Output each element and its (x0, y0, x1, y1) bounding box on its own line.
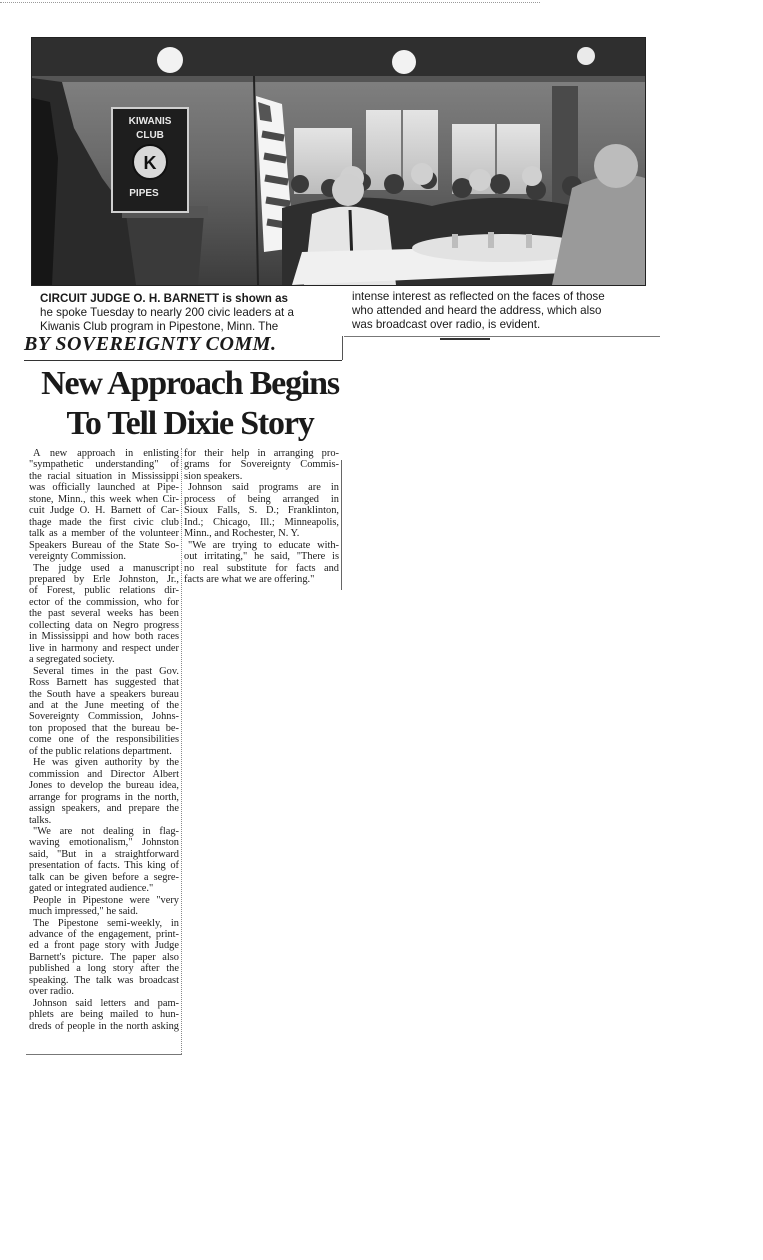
article-line: process of being arranged in (184, 493, 339, 505)
article-line: over radio. (29, 986, 75, 998)
article-line: assign speakers, and prepare the (29, 803, 179, 815)
article-line: was officially launched at Pipe- (29, 482, 179, 494)
clipping-top-edge (0, 2, 540, 3)
article-line: come one of the responsibilities (29, 734, 179, 746)
article-line: Several times in the past Gov. (33, 665, 179, 677)
banner-text-pipes: PIPES (129, 188, 159, 199)
article-line: facts are what we are offering." (184, 573, 315, 585)
article-line: waving emotionalism," Johnston (29, 837, 179, 849)
kiwanis-meeting-photo (31, 37, 646, 286)
caption-line: Kiwanis Club program in Pipestone, Minn. The (40, 320, 279, 333)
emblem-letter: K (143, 153, 157, 173)
article-line: Jones to develop the bureau idea, (29, 780, 179, 792)
article-line: Sioux Falls, S. D.; Franklinton, (184, 505, 339, 517)
kicker-line: BY SOVEREIGNTY COMM. (24, 333, 342, 361)
article-line: Minn., and Rochester, N. Y. (184, 528, 300, 540)
article-line: arrange for programs in the north, (29, 791, 179, 803)
article-line: Ross Barnett has suggested that (29, 677, 179, 689)
article-line: the racial situation in Mississippi (29, 470, 179, 482)
article-line: and at the June meeting of the (29, 699, 179, 711)
article-line: "sympathetic understanding" of (29, 459, 179, 471)
article-line: He was given authority by the (33, 757, 179, 769)
article-line: dreds of people in the north asking (29, 1020, 179, 1032)
headline-line: New Approach Begins (41, 365, 339, 402)
article-line: in Mississippi and how both races (29, 631, 179, 643)
article-line: phlets are being mailed to hun- (29, 1009, 179, 1021)
caption-line: he spoke Tuesday to nearly 200 civic leaders at a (40, 306, 294, 319)
article-line: The judge used a manuscript (33, 562, 179, 574)
article-line: presentation of facts. This king of (29, 860, 179, 872)
article-line: Barnett's picture. The paper also (29, 951, 179, 963)
column-separator (181, 448, 182, 1054)
article-line: talk as a member of the volunteer (29, 528, 179, 540)
caption-line: intense interest as reflected on the faces of those (352, 290, 605, 303)
caption-line: was broadcast over radio, is evident. (352, 318, 541, 331)
article-line: The Pipestone semi-weekly, in (33, 917, 179, 929)
article-line: published a long story after the (29, 963, 179, 975)
article-line: stone, Minn., this week when Cir- (29, 493, 179, 505)
article-line: thage made the first civic club (29, 516, 179, 528)
photo-caption-left (40, 292, 330, 334)
article-column-2 (184, 448, 339, 585)
article-line: Speakers Bureau of the State So- (29, 539, 179, 551)
article-line: vereignty Commission. (29, 551, 126, 563)
article-line: Johnson said programs are in (188, 482, 339, 494)
article-line: "We are not dealing in flag- (33, 825, 179, 837)
article-column-1 (29, 448, 179, 1032)
caption-line: who attended and heard the address, which also (352, 304, 602, 317)
headline-line: To Tell Dixie Story (66, 405, 314, 442)
article-line: advance of the engagement, print- (29, 929, 179, 941)
article-line: sion speakers. (184, 470, 243, 482)
article-line: ed a front page story with Judge (29, 940, 179, 952)
article-line: Ind.; Chicago, Ill.; Minneapolis, (184, 516, 339, 528)
article-line: speaking. The talk was broadcast (29, 974, 179, 986)
article-line: no real substitute for facts and (184, 562, 339, 574)
article-line: prepared by Erle Johnston, Jr., (29, 573, 179, 585)
article-line: grams for Sovereignty Commis- (184, 459, 339, 471)
article-line: talks. (29, 814, 52, 826)
article-line: commission and Director Albert (29, 768, 179, 780)
article-line: talk can be given before a segre- (29, 871, 179, 883)
article-line: gated or integrated audience." (29, 883, 154, 895)
article-line: "We are trying to educate with- (188, 539, 339, 551)
article-line: collecting data on Negro progress (29, 619, 179, 631)
article-end-rule (26, 1054, 182, 1055)
article-line: out irritating," he said, "There is (184, 551, 339, 563)
article-line: cuit Judge O. H. Barnett of Car- (29, 505, 179, 517)
column-2-edge-rule (341, 460, 342, 590)
banner-text-kiwanis: KIWANIS (128, 116, 172, 127)
article-line: the past several weeks has been (29, 608, 179, 620)
photo-caption-right (352, 290, 652, 332)
article-line: People in Pipestone were "very (33, 894, 179, 906)
article-line: of the public relations department. (29, 745, 172, 757)
caption-rule (344, 336, 660, 337)
headline (40, 364, 340, 444)
article-line: live in harmony and respect under (29, 642, 179, 654)
article-line: ector of the commission, who for (29, 596, 179, 608)
caption-end-rule (440, 338, 490, 340)
article-line: of Forest, public relations dir- (29, 585, 179, 597)
article-line: A new approach in enlisting (33, 448, 179, 459)
banner-text-club: CLUB (136, 130, 164, 141)
article-line: much impressed," he said. (29, 906, 138, 918)
article-line: ton proposed that the bureau be- (29, 722, 179, 734)
article-line: for their help in arranging pro- (184, 448, 339, 459)
article-line: a segregated society. (29, 654, 115, 666)
kicker-side-rule (342, 336, 343, 360)
article-line: said, "But in a straightforward (29, 848, 179, 860)
article-line: Johnson said letters and pam- (33, 997, 179, 1009)
article-line: the South have a speakers bureau (29, 688, 179, 700)
caption-line: CIRCUIT JUDGE O. H. BARNETT is shown as (40, 292, 289, 305)
article-line: Sovereignty Commission, Johns- (29, 711, 179, 723)
